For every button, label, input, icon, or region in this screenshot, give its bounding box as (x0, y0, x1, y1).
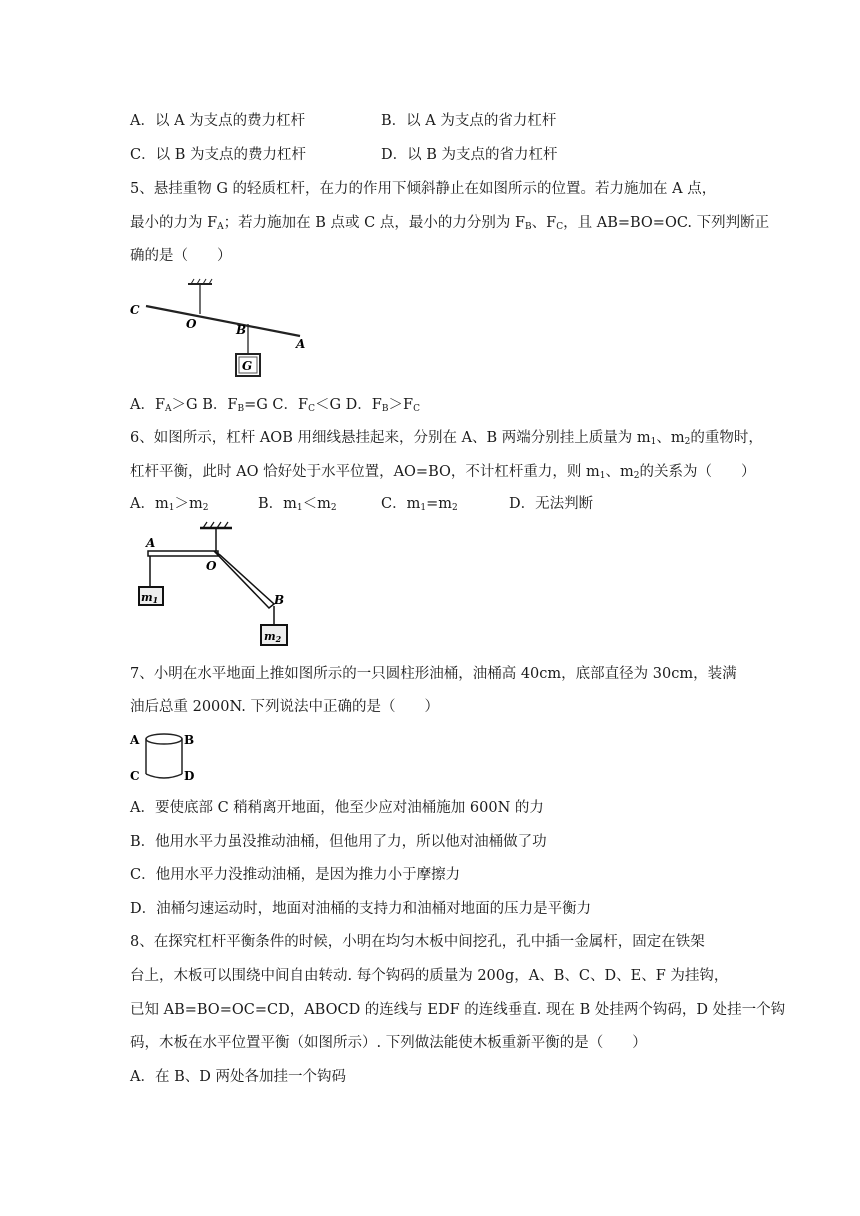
q7-label-a: A (130, 733, 140, 747)
q6-label-a: A (146, 536, 156, 550)
q6-option-a: A．$m_1>m_2$ (130, 496, 209, 513)
q7-option-a: A．要使底部 C 稍稍离开地面，他至少应对油桶施加 600N 的力 (130, 800, 544, 816)
q5-stem-line1: 5、悬挂重物 G 的轻质杠杆，在力的作用下倾斜静止在如图所示的位置。若力施加在 A 点， (130, 181, 717, 197)
q7-oil-drum-figure (128, 728, 200, 784)
q5-label-o: O (186, 317, 197, 331)
q6-label-o: O (206, 559, 217, 573)
q6-label-m1: m1 (141, 591, 159, 605)
q5-options: A．$F_A>G$ B．$F_B=G$ C．$F_C<G$ D．$F_B>F_C$ (130, 397, 420, 414)
q6-label-m2: m2 (264, 630, 282, 644)
q6-option-b: B．$m_1<m_2$ (258, 496, 337, 513)
q4-option-a: A．以 A 为支点的费力杠杆 (130, 113, 306, 129)
q8-stem-line4: 码，木板在水平位置平衡（如图所示）. 下列做法能使木板重新平衡的是（ ） (130, 1035, 647, 1051)
q7-stem-line1: 7、小明在水平地面上推如图所示的一只圆柱形油桶，油桶高 40cm，底部直径为 30cm，装满 (130, 666, 737, 682)
q4-option-b: B．以 A 为支点的省力杠杆 (381, 113, 557, 129)
q5-label-c: C (130, 303, 140, 317)
q5-stem-line2: 最小的力为 $F_A$；若力施加在 B 点或 C 点，最小的力分别为 $F_B$、$F_C$，且 AB=BO=OC. 下列判断正 (130, 215, 770, 232)
q7-label-b: B (184, 733, 195, 747)
q8-stem-line3: 已知 AB=BO=OC=CD，ABOCD 的连线与 EDF 的连线垂直. 现在 B 处挂两个钩码，D 处挂一个钩 (130, 1002, 786, 1018)
q5-stem-line3: 确的是（ ） (130, 248, 232, 264)
q6-lever-figure (128, 520, 298, 654)
q6-stem-line1: 6、如图所示，杠杆 AOB 用细线悬挂起来，分别在 A、B 两端分别挂上质量为 $m_1$、$m_2$的重物时， (130, 430, 763, 447)
q7-stem-line2: 油后总重 2000N. 下列说法中正确的是（ ） (130, 699, 439, 715)
q8-option-a: A．在 B、D 两处各加挂一个钩码 (130, 1069, 346, 1085)
q6-label-b: B (274, 593, 285, 607)
q8-stem-line2: 台上，木板可以围绕中间自由转动. 每个钩码的质量为 200g，A、B、C、D、E、F 为挂钩， (130, 968, 729, 984)
q5-lever-figure (128, 276, 318, 386)
q4-option-d: D．以 B 为支点的省力杠杆 (381, 147, 558, 163)
q5-label-b: B (236, 323, 247, 337)
q7-option-c: C．他用水平力没推动油桶，是因为推力小于摩擦力 (130, 867, 461, 883)
q7-label-c: C (130, 769, 140, 783)
q6-option-d: D．无法判断 (509, 496, 594, 512)
q7-label-d: D (184, 769, 195, 783)
q5-label-a: A (296, 337, 306, 351)
q7-option-b: B．他用水平力虽没推动油桶，但他用了力，所以他对油桶做了功 (130, 834, 547, 850)
q7-option-d: D．油桶匀速运动时，地面对油桶的支持力和油桶对地面的压力是平衡力 (130, 901, 592, 917)
q5-label-g: G (242, 359, 253, 373)
q8-stem-line1: 8、在探究杠杆平衡条件的时候，小明在均匀木板中间挖孔，孔中插一金属杆，固定在铁架 (130, 934, 705, 950)
q6-option-c: C．$m_1=m_2$ (381, 496, 458, 513)
q4-option-c: C．以 B 为支点的费力杠杆 (130, 147, 306, 163)
q6-stem-line2: 杠杆平衡，此时 AO 恰好处于水平位置，AO=BO，不计杠杆重力，则 $m_1$、$m_2$的关系为（ ） (130, 464, 756, 481)
